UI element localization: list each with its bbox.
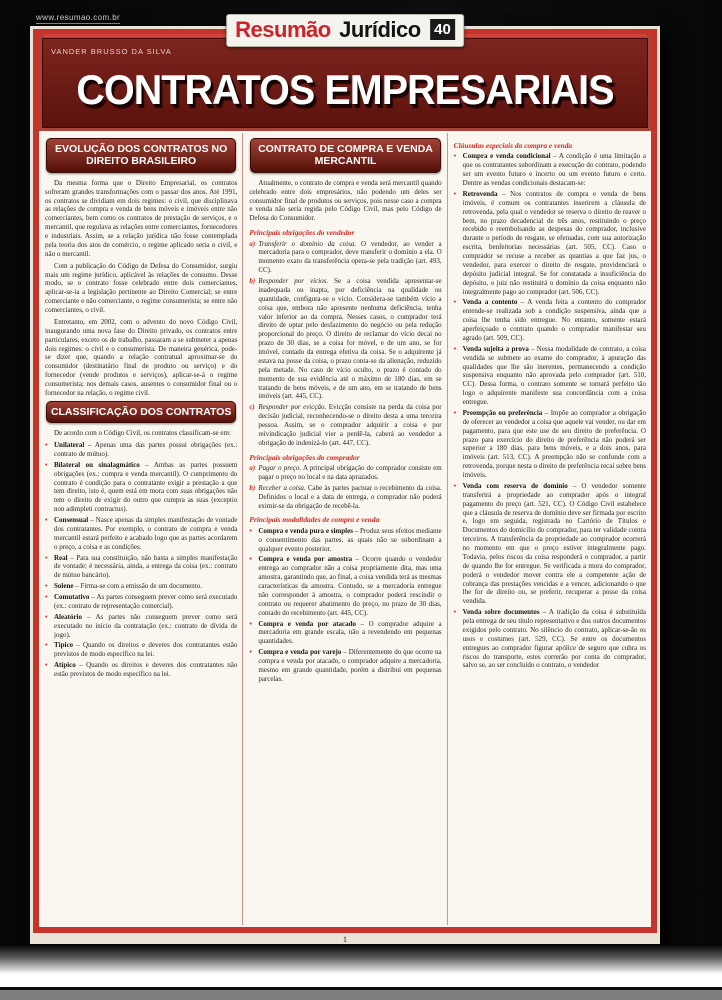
column-middle bbox=[243, 131, 446, 927]
item-text: Compra e venda por amostra – Ocorre quando o vendedor entrega ao comprador não a coisa propriamente dita, mas uma amostra, garantindo que, ao final, a coisa vendida terá as mesmas características da amostra. Contudo, se a mercadoria entregue não corresponder à amostra, o comprador poderá rescindir o contrato ou requerer abatimento do preço, no prazo de 30 dias, contado do recebimento (art. 445, CC). bbox=[258, 555, 442, 617]
bullet-item bbox=[454, 608, 646, 670]
bullet-marker: • bbox=[249, 526, 252, 535]
paragraph: Da mesma forma que o Direito Empresarial, os contratos sofreram grandes transformações com o passar dos anos. Até 1991, os contratos se dividiam em dois regimes: o civil, que disciplinava as relações de compra e venda de bens móveis e imóveis entre não comerciantes, bem como os contratos de prestação de serviços, e o mercantil, que regulava as relações entre comerciantes, fornecedores e industriais. Assim, se a relação jurídica não fosse contemplada pela teoria dos atos de comércio, o regime aplicado seria o civil, e não o mercantil. bbox=[45, 178, 238, 258]
item-text: Compra e venda por atacado – O comprador adquire a mercadoria em grande escala, não a revendendo em pequenas quantidades. bbox=[258, 619, 442, 646]
bullet-marker: • bbox=[45, 612, 48, 621]
letter-marker: a) bbox=[249, 239, 256, 248]
lettered-item bbox=[249, 464, 441, 482]
item-text: Responder por vícios. Se a coisa vendida apresentar-se inadequada ou inapta, por deficiência na qualidade ou quantidade, configura-se o vício. Considera-se também vício a coisa que, embora não apresente nenhuma deficiência, tenha valor inferior ao da compra. Nesses casos, o comprador terá direito de optar pelo desfazimento do negócio ou pela redução proporcional do preço. O direito de reclamar do vício decai no prazo de 30 dias, se a coisa for móvel, e de um ano, se for imóvel, contado da entrega efetiva da coisa. Se o adquirente já estava na posse da coisa, o prazo conta-se da alienação, reduzido pela metade. No caso de vício oculto, o prazo é contado do momento de sua evidência até o máximo de 180 dias, em se tratando de bens móveis, e de um ano, em se tratando de bens imóveis (art. 445, CC). bbox=[258, 277, 442, 401]
bullet-item bbox=[45, 613, 237, 640]
section-header: CLASSIFICAÇÃO DOS CONTRATOS bbox=[46, 401, 236, 423]
bullet-item bbox=[249, 527, 441, 554]
section-header: CONTRATO DE COMPRA E VENDA MERCANTIL bbox=[250, 138, 440, 173]
item-text: Unilateral – Apenas uma das partes possui obrigações (ex.: contrato de mútuo). bbox=[54, 441, 238, 458]
lettered-item bbox=[249, 277, 441, 401]
bullet-item bbox=[45, 661, 237, 679]
bullet-marker: • bbox=[45, 593, 48, 601]
bullet-marker: • bbox=[453, 481, 457, 490]
sub-heading: Cláusulas especiais da compra e venda bbox=[453, 141, 573, 150]
brand-logo bbox=[226, 14, 464, 47]
bullet-marker: • bbox=[45, 460, 48, 469]
bottom-white-strip bbox=[0, 974, 722, 987]
item-text: Retrovenda – Nos contratos de compra e venda de bens imóveis, é comum os contratantes inserirem a cláusula de retrovenda, pela qual o vendedor se reserva o direito de reaver o bem, no prazo decadencial de três anos, restituindo o preço recebido e reembolsando as despesas do comprador, inclusive durante o período de resgate, se efetuadas, com sua autorização escrita, benfeitorias necessárias (art. 505, CC). Caso o comprador se recuse a receber as quantias a que faz jus, o vendedor, para exercer o direito de resgate, providenciará o depósito judicial integral. Se for constatada a insuficiência do depósito, o juiz não restituirá o domínio da coisa enquanto não integralmente pago ao comprador (art. 506, CC). bbox=[462, 189, 646, 296]
sub-heading: Principais obrigações do vendedor bbox=[249, 228, 355, 238]
item-text: Bilateral ou sinalagmático – Ambas as partes possuem obrigações (ex.: compra e venda mercantil). O cumprimento do contrato é condição para o contratante exigir a prestação a que tem direito, isto é, quem está em mora com suas obrigações não tem o direito de exigir do outro que cumpra as suas (exceptio non adimpleti contractus). bbox=[54, 460, 238, 514]
bullet-item bbox=[454, 152, 646, 188]
item-text: Preempção ou preferência – Impõe ao comprador a obrigação de oferecer ao vendedor a coisa que aquele vai vender, ou dar em pagamento, para que este use de seu direito de preferência. O prazo para exercício do direito de preferência não poderá ser superior a 180 dias, para bens móveis, e a dois anos, para imóveis (art. 513, CC). A preempção não se confunde com a retrovenda, porque nesta o direito de preferência recai sobre bens imóveis. bbox=[462, 408, 646, 480]
bullet-item bbox=[454, 345, 646, 407]
bullet-item bbox=[45, 593, 237, 611]
page-title: CONTRATOS EMPRESARIAIS bbox=[76, 66, 614, 113]
item-text: Receber a coisa. Cabe às partes pactuar o recebimento da coisa. Definidos o local e a data de entrega, o comprador não poderá eximir-se da obrigação de recebê-la. bbox=[258, 483, 442, 510]
sub-heading: Principais modalidades de compra e venda bbox=[249, 515, 380, 525]
item-text: Típico – Quando os direitos e deveres dos contratantes estão previstos de modo específico na lei. bbox=[54, 641, 238, 659]
bullet-marker: • bbox=[453, 608, 457, 617]
cover-frame bbox=[33, 29, 657, 933]
sub-heading: Principais obrigações do comprador bbox=[249, 452, 360, 462]
bullet-marker: • bbox=[45, 582, 48, 591]
item-text: Compra e venda por varejo – Diferentemente do que ocorre na compra e venda por atacado, o comprador adquire a mercadoria, mesmo em grande quantidade, porém a distribui em pequenas parcelas. bbox=[258, 648, 442, 683]
bullet-item bbox=[454, 298, 646, 342]
bullet-marker: • bbox=[45, 661, 48, 670]
item-text: Compra e venda condicional – A condição é uma limitação a que os contratantes subordinam a execução do contrato, podendo ser um evento futuro e incerto ou um evento futuro e certo. Dentre as vendas condicionais destacam-se: bbox=[462, 152, 646, 188]
bullet-item bbox=[454, 482, 646, 606]
item-text: Venda com reserva de domínio – O vendedor somente transferirá a propriedade ao comprador após o integral pagamento do preço (art. 521, CC). O Código Civil estabelece que a cláusula de reserva de domínio deve ser firmada por escrito e, logo em seguida, registrada no Cartório de Títulos e Documentos do domicílio do comprador, para ter validade contra terceiros. A transferência da propriedade ao comprador ocorrerá no momento em que o preço estiver integralmente pago. Todavia, pelos riscos da coisa responderá o comprador, a partir de quando lhe for entregue. Se verificada a mora do comprador, poderá o vendedor mover contra ele a competente ação de cobrança das prestações vencidas e a vencer, adicionando o que lhe for de direito ou, se preferir, recuperar a posse da coisa vendida. bbox=[462, 481, 646, 606]
watermark-url: www.resumao.com.br bbox=[36, 13, 121, 22]
section-header: EVOLUÇÃO DOS CONTRATOS NO DIREITO BRASILEIRO bbox=[46, 138, 236, 173]
column-right bbox=[448, 131, 651, 927]
bullet-item bbox=[454, 190, 646, 297]
paragraph: Entretanto, em 2002, com o advento do novo Código Civil, inaugurando uma nova fase do Direito privado, os contratos entre particulares, exceto os de trabalho, passaram a se submeter a apenas dois regimes: o civil e o consumerista. De maneira genérica, pode-se dizer que, quando a relação contratual aproximar-se do consumidor (destinatário final de produto ou serviço) e do fornecedor (vende produtos e serviços), aplicar-se-á o regime consumerista; nos demais casos, ausentes o consumidor final ou o fornecedor na relação, o regime civil. bbox=[45, 317, 238, 397]
item-text: Venda a contento – A venda feita a contento do comprador entende-se realizada sob a condição suspensiva, ainda que a coisa lhe tenha sido entregue. No entanto, somente estará aperfeiçoado o contrato quando o comprador manifestar seu agrado (art. 509, CC). bbox=[462, 298, 646, 342]
item-text: Venda sobre documentos – A tradição da coisa é substituída pela entrega de seu título representativo e dos outros documentos exigidos pelo contrato. No silêncio do contrato, aplicar-se-ão os usos e costumes (art. 529, CC). Se entre os documentos entregues ao comprador figurar apólice de seguro que cubra os riscos do transporte, estes correrão por conta do comprador, salvo se, ao ser concluído o contrato, o vendedor bbox=[462, 608, 646, 670]
letter-marker: b) bbox=[249, 483, 256, 492]
bullet-item bbox=[249, 555, 441, 617]
cover-header bbox=[39, 35, 651, 131]
item-text: Solene – Firma-se com a emissão de um documento. bbox=[54, 582, 202, 591]
paragraph: De acordo com o Código Civil, os contratos classificam-se em: bbox=[54, 429, 231, 438]
lettered-item bbox=[249, 403, 441, 447]
bullet-item bbox=[45, 461, 237, 514]
item-text: Atípico – Quando os direitos e deveres dos contratantes não estão previstos de modo específico na lei. bbox=[54, 661, 238, 678]
item-text: Pagar o preço. A principal obrigação do comprador consiste em pagar o preço no local e na data aprazados. bbox=[258, 464, 442, 481]
page-number: 1 bbox=[343, 935, 347, 944]
letter-marker: a) bbox=[249, 464, 256, 473]
bullet-marker: • bbox=[249, 648, 252, 657]
brand-name: Resumão bbox=[235, 17, 331, 42]
bullet-marker: • bbox=[45, 516, 48, 524]
bullet-marker: • bbox=[45, 553, 48, 562]
card-bottom-shadow bbox=[0, 944, 722, 974]
bullet-marker: • bbox=[45, 441, 48, 449]
bullet-item bbox=[45, 554, 237, 581]
bullet-item bbox=[45, 582, 237, 591]
item-text: Venda sujeita a prova – Nessa modalidade de contrato, a coisa vendida se submete ao exame do comprador, à apuração das qualidades que lhe são inerentes, permanecendo a condição suspensiva enquanto não aprovada pelo comprador (art. 510, CC). Dessa forma, o contrato somente se tornará perfeito tão logo o adquirente manifeste sua concordância com a coisa entregue. bbox=[462, 344, 646, 407]
item-text: Transferir o domínio da coisa. O vendedor, ao vender a mercadoria para o comprador, deve transferir o domínio a ela. O momento exato da transferência opera-se pela tradição (art. 493, CC). bbox=[258, 239, 442, 275]
item-text: Real – Para sua constituição, não basta a simples manifestação de vontade; é necessária, ainda, a entrega da coisa (ex.: contrato de mútuo bancário). bbox=[54, 553, 238, 580]
bullet-marker: • bbox=[453, 152, 457, 161]
column-left bbox=[39, 131, 242, 927]
issue-number-badge: 40 bbox=[430, 19, 455, 40]
content-area bbox=[39, 131, 651, 927]
bullet-marker: • bbox=[453, 408, 457, 417]
bullet-item bbox=[45, 516, 237, 552]
bullet-item bbox=[45, 641, 237, 659]
bullet-item bbox=[249, 620, 441, 647]
item-text: Consensual – Nasce apenas da simples manifestação de vontade dos contratantes. Por exemplo, o contrato de compra e venda mercantil estará perfeito e acabado logo que as partes acordarem o preço, a coisa e as condições. bbox=[54, 516, 238, 551]
lettered-item bbox=[249, 240, 441, 276]
bottom-gray-strip bbox=[0, 990, 722, 1000]
lettered-item bbox=[249, 484, 441, 511]
paragraph: Atualmente, o contrato de compra e venda será mercantil quando celebrado entre dois empresários, não podendo um deles ser consumidor final de produtos ou serviços, pois nesse caso a compra e venda não seria regida pelo Código Civil, mas pelo Código de Defesa do Consumidor. bbox=[249, 178, 442, 223]
bullet-marker: • bbox=[249, 619, 252, 628]
author-name: VANDER BRUSSO DA SILVA bbox=[51, 47, 172, 56]
item-text: Aleatório – As partes não conseguem prever como será executado no início da contratação (ex.: contrato de dívida de jogo). bbox=[54, 612, 238, 639]
item-text: Compra e venda pura e simples – Produz seus efeitos mediante o consentimento das partes, as quais não se subordinam a qualquer evento posterior. bbox=[258, 526, 442, 553]
item-text: Comutativo – As partes conseguem prever como será executado (ex.: contrato de representação comercial). bbox=[54, 593, 238, 610]
bullet-marker: • bbox=[249, 555, 252, 564]
paragraph: Com a publicação do Código de Defesa do Consumidor, surgiu mais um regime jurídico, aplicável às relações de consumo. Desse modo, se o contrato fosse celebrado entre dois comerciantes, aplicar-se-ia a legislação pertinente ao Direito Comercial; se entre comerciante e não comerciante, o regime consumerista; se entre não comerciantes, o civil. bbox=[45, 261, 238, 314]
item-text: Responder por evicção. Evicção consiste na perda da coisa por decisão judicial, reconhecendo-se o direito desta a uma terceira pessoa. Assim, se o comprador adquirir a coisa e por reivindicação judicial vier a perdê-la, caberá ao vendedor a obrigação de indenizá-lo (art. 447, CC). bbox=[258, 403, 442, 447]
bullet-marker: • bbox=[453, 344, 457, 353]
letter-marker: c) bbox=[249, 403, 255, 412]
bullet-item bbox=[454, 409, 646, 480]
bullet-marker: • bbox=[45, 641, 48, 650]
bullet-marker: • bbox=[453, 298, 457, 307]
bullet-item bbox=[249, 648, 441, 684]
brand-series: Jurídico bbox=[339, 17, 421, 42]
bullet-item bbox=[45, 441, 237, 459]
letter-marker: b) bbox=[249, 277, 256, 286]
bullet-marker: • bbox=[453, 189, 457, 198]
